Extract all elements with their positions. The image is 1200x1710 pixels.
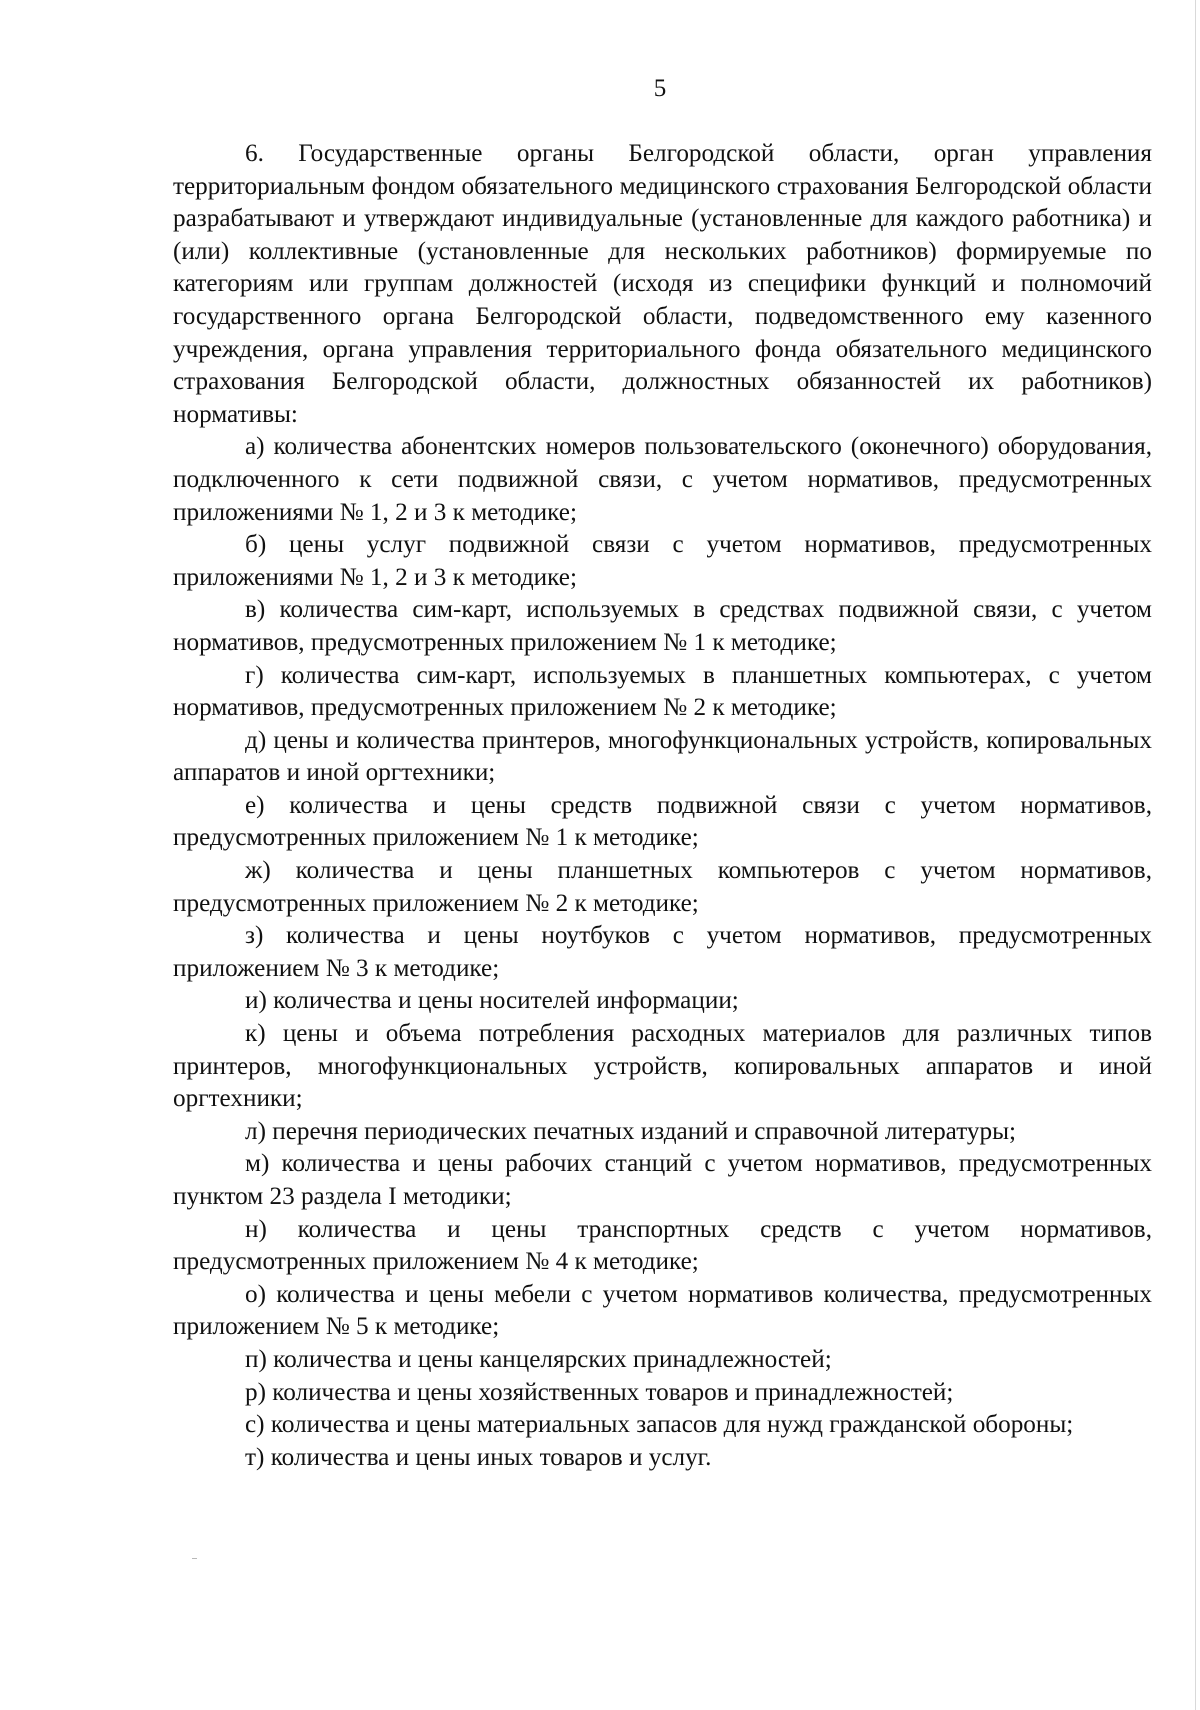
list-item-n: н) количества и цены транспортных средств с учетом нормативов, предусмотренных приложением № 4 к методике; <box>173 1215 1152 1276</box>
list-item-d: д) цены и количества принтеров, многофункциональных устройств, копировальных аппаратов и иной оргтехники; <box>173 726 1152 787</box>
list-item-i: и) количества и цены носителей информации; <box>245 987 739 1015</box>
list-item-z: з) количества и цены ноутбуков с учетом нормативов, предусмотренных приложением № 3 к методике; <box>173 922 1152 982</box>
list-item-a: а) количества абонентских номеров пользовательского (оконечного) оборудования, подключенного к сети подвижной связи, с учетом нормативов, предусмотренных приложениями № 1, 2 и 3 к методике; <box>173 433 1152 526</box>
page-number: 5 <box>653 75 667 102</box>
list-item-g: г) количества сим-карт, используемых в планшетных компьютерах, с учетом нормативов, предусмотренных приложением № 2 к методике; <box>173 661 1152 722</box>
list-item-v: в) количества сим-карт, используемых в средствах подвижной связи, с учетом нормативов, предусмотренных приложением № 1 к методике; <box>173 596 1152 656</box>
list-item-r: р) количества и цены хозяйственных товаров и принадлежностей; <box>245 1378 954 1406</box>
list-item-o: о) количества и цены мебели с учетом нормативов количества, предусмотренных приложением № 5 к методике; <box>173 1280 1152 1341</box>
document-body <box>173 138 1152 1474</box>
list-item-zh: ж) количества и цены планшетных компьютеров с учетом нормативов, предусмотренных приложением № 2 к методике; <box>173 857 1152 917</box>
list-item-e: е) количества и цены средств подвижной связи с учетом нормативов, предусмотренных приложением № 1 к методике; <box>173 791 1152 852</box>
list-item-b: б) цены услуг подвижной связи с учетом нормативов, предусмотренных приложениями № 1, 2 и 3 к методике; <box>173 531 1152 591</box>
scan-artifact <box>192 1558 197 1559</box>
list-item-l: л) перечня периодических печатных изданий и справочной литературы; <box>245 1117 1016 1145</box>
list-item-m: м) количества и цены рабочих станций с учетом нормативов, предусмотренных пунктом 23 раздела I методики; <box>173 1150 1152 1210</box>
scan-edge-line <box>1195 0 1196 1710</box>
list-item-p: п) количества и цены канцелярских принадлежностей; <box>245 1345 832 1373</box>
list-item-k: к) цены и объема потребления расходных материалов для различных типов принтеров, многофункциональных устройств, копировальных аппаратов и иной оргтехники; <box>173 1020 1152 1113</box>
list-item-s: с) количества и цены материальных запасов для нужд гражданской обороны; <box>245 1411 1074 1439</box>
list-item-t: т) количества и цены иных товаров и услуг. <box>245 1443 712 1471</box>
paragraph-intro: 6. Государственные органы Белгородской области, орган управления территориальным фондом обязательного медицинского страхования Белгородской области разрабатывают и утверждают индивидуальные (установленные для каждого работника) и (или) коллективные (установленные для нескольких работников) формируемые по категориям или группам должностей (исходя из специфики функций и полномочий государственного органа Белгородской области, подведомственного ему казенного учреждения, органа управления территориального фонда обязательного медицинского страхования Белгородской области, должностных обязанностей их работников) нормативы: <box>173 140 1152 428</box>
